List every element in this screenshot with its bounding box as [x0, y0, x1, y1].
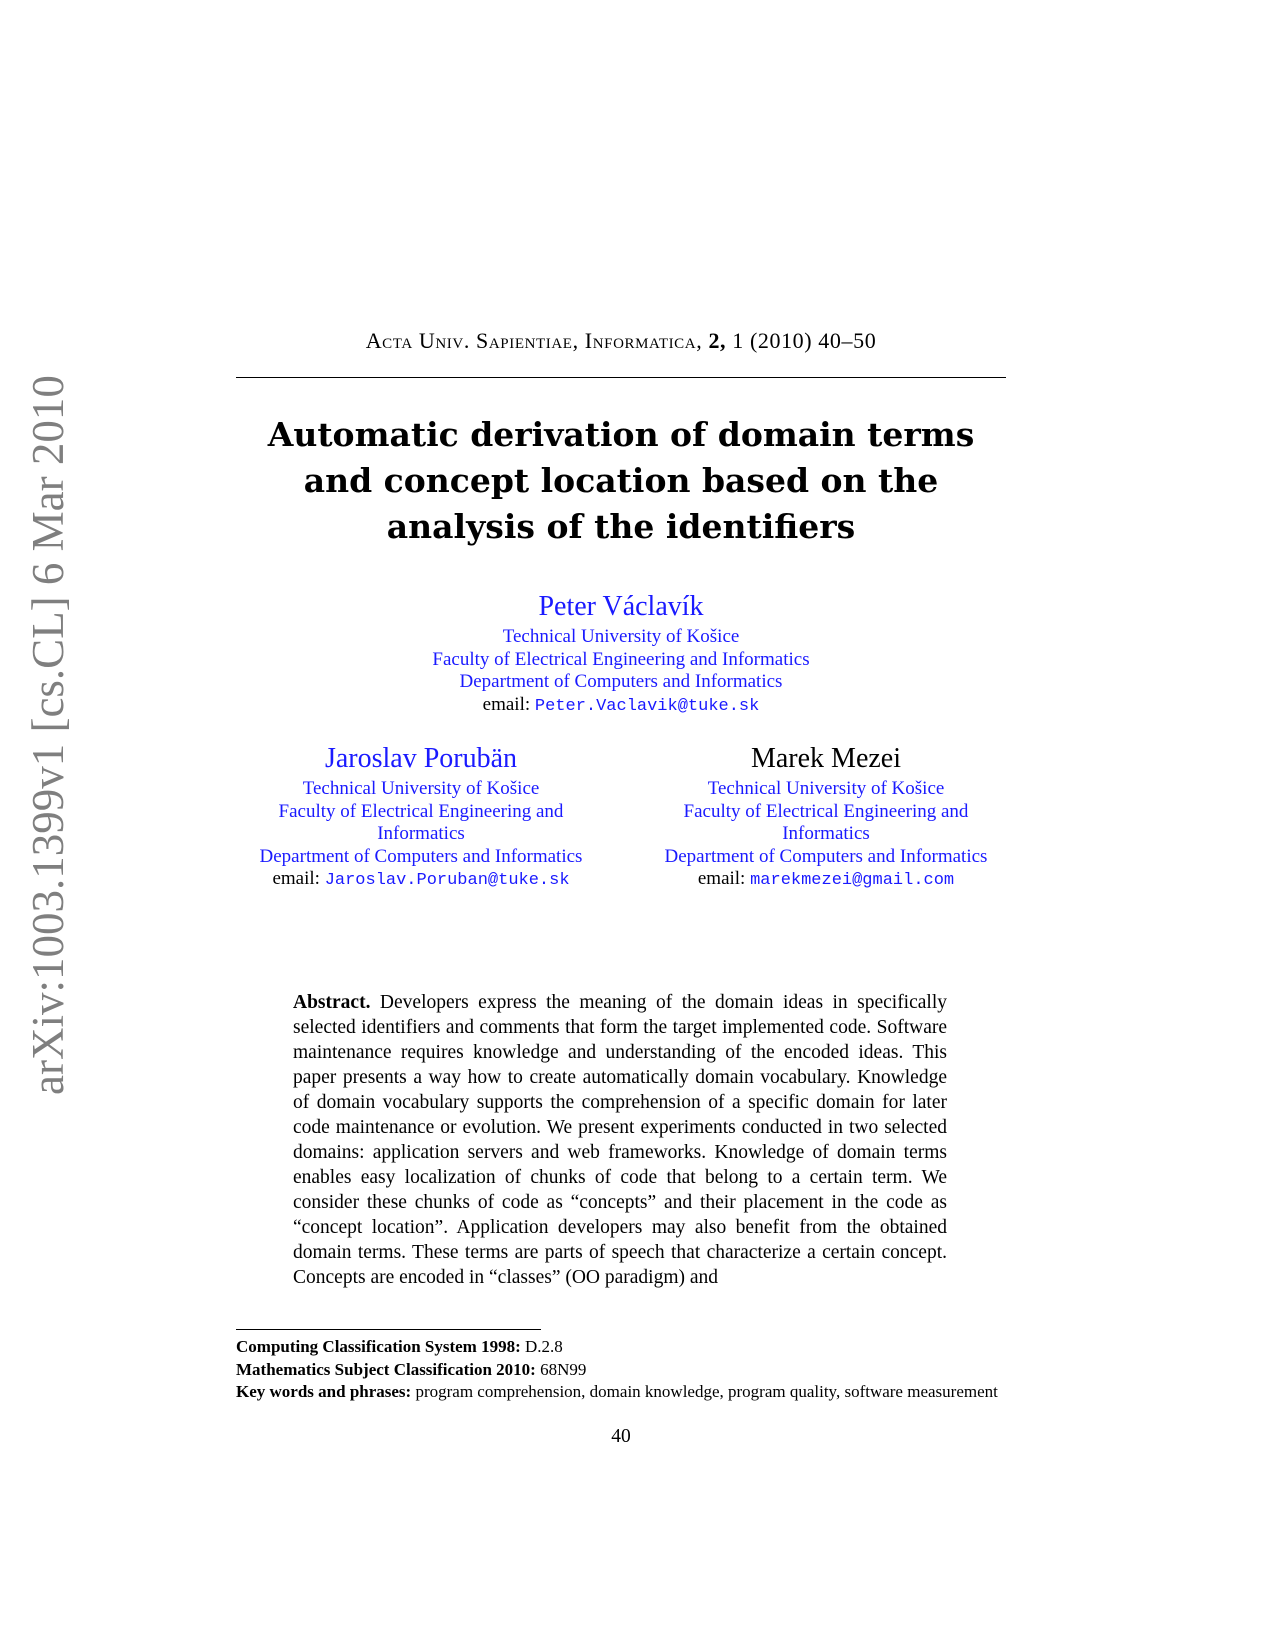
footnote-rule — [236, 1329, 541, 1330]
footnote-value: 68N99 — [540, 1359, 587, 1379]
journal-name: Acta Univ. Sapientiae, Informatica, — [365, 328, 703, 353]
journal-header — [236, 328, 1006, 354]
author-block-1 — [336, 590, 906, 718]
author-faculty[interactable]: Faculty of Electrical Engineering and Informatics — [683, 800, 969, 844]
author-university[interactable]: Technical University of Košice — [302, 778, 540, 799]
email-label: email: — [697, 868, 746, 889]
author-faculty[interactable]: Faculty of Electrical Engineering and Informatics — [278, 800, 564, 844]
author-email-line — [236, 868, 606, 893]
footnote-label: Mathematics Subject Classification 2010: — [236, 1359, 536, 1379]
author-department[interactable]: Department of Computers and Informatics — [259, 845, 583, 867]
author-department[interactable]: Department of Computers and Informatics — [459, 671, 783, 692]
author-name[interactable]: Jaroslav Porubän — [324, 743, 518, 774]
journal-volume: 2, — [708, 328, 727, 353]
footnote-label: Key words and phrases: — [236, 1382, 412, 1401]
header-rule — [236, 377, 1006, 378]
author-email-link[interactable]: Jaroslav.Poruban@tuke.sk — [324, 871, 570, 890]
paper-title: Automatic derivation of domain terms and concept location based on the analysis of the identifiers — [267, 415, 975, 546]
author-department[interactable]: Department of Computers and Informatics — [664, 845, 988, 867]
author-university[interactable]: Technical University of Košice — [707, 778, 945, 799]
author-email-link[interactable]: marekmezei@gmail.com — [750, 871, 955, 890]
author-block-2 — [236, 742, 606, 893]
author-name[interactable]: Peter Václavík — [538, 591, 704, 622]
email-label: email: — [272, 868, 320, 889]
author-name: Marek Mezei — [750, 743, 902, 774]
author-email-line — [641, 868, 1011, 893]
footnote-value: program comprehension, domain knowledge, program quality, software measurement — [415, 1382, 998, 1401]
journal-issue-pages: 1 (2010) 40–50 — [732, 328, 877, 353]
arxiv-stamp: arXiv:1003.1399v1 [cs.CL] 6 Mar 2010 — [23, 375, 73, 1095]
author-block-3 — [641, 742, 1011, 893]
footnote-label: Computing Classification System 1998: — [236, 1337, 521, 1356]
footnote-value: D.2.8 — [525, 1337, 563, 1356]
footnotes — [236, 1336, 1006, 1404]
footnote-keywords — [236, 1381, 1006, 1404]
author-university[interactable]: Technical University of Košice — [502, 626, 740, 647]
footnote-msc — [236, 1359, 1006, 1382]
abstract — [293, 990, 947, 1290]
email-label: email: — [482, 693, 531, 715]
author-email-link[interactable]: Peter.Vaclavik@tuke.sk — [534, 696, 760, 716]
abstract-text: Developers express the meaning of the domain ideas in specifically selected identifiers and comments that form the target implemented code. Software maintenance requires knowledge and understanding of the encoded ideas. This paper presents a way how to create automatically domain vocabulary. Knowledge of domain vocabulary supports the comprehension of a specific domain for later code maintenance or evolution. We present experiments conducted in two selected domains: application servers and web frameworks. Knowledge of domain terms enables easy localization of chunks of code that belong to a certain term. We consider these chunks of code as “concepts” and their placement in the code as “concept location”. Application developers may also benefit from the obtained domain terms. These terms are parts of speech that characterize a certain concept. Concepts are encoded in “classes” (OO paradigm) and — [293, 992, 947, 1288]
author-email-line — [336, 694, 906, 719]
page-number: 40 — [611, 1426, 631, 1447]
author-faculty[interactable]: Faculty of Electrical Engineering and Informatics — [432, 648, 810, 670]
footnote-ccs — [236, 1336, 1006, 1359]
abstract-label: Abstract. — [293, 992, 371, 1013]
